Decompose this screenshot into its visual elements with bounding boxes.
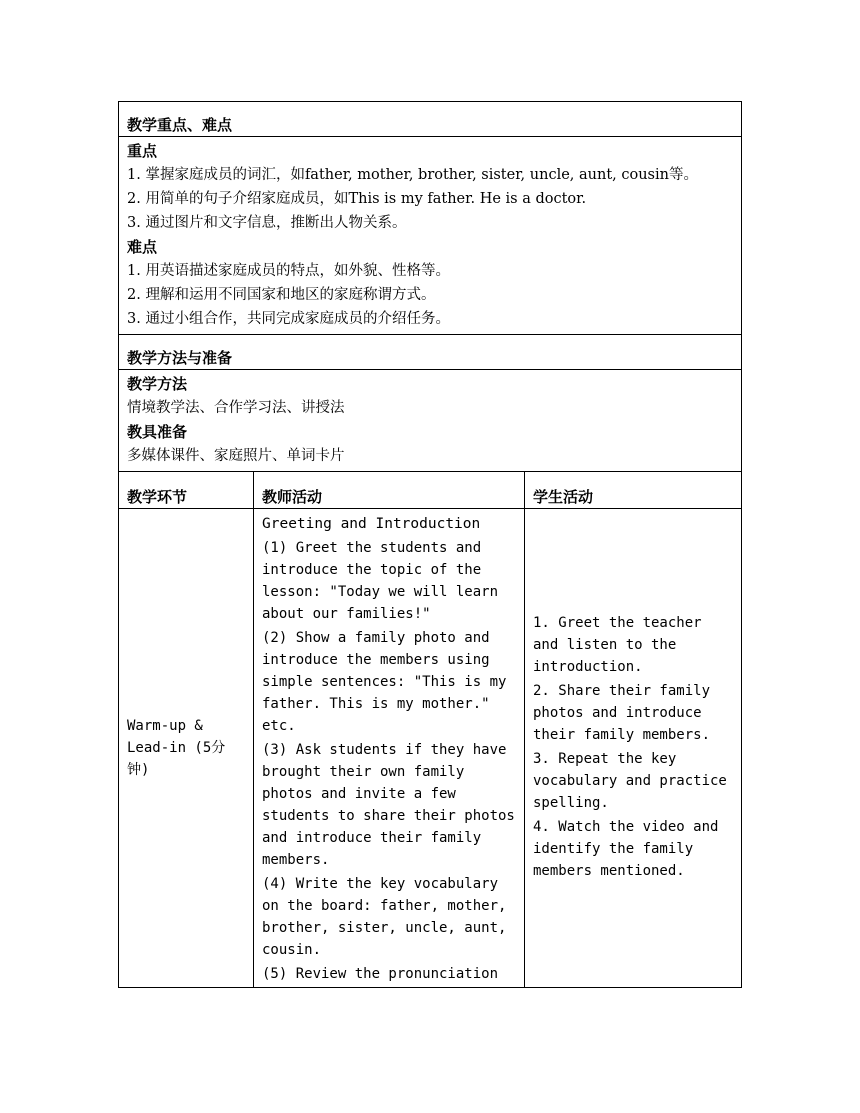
method-title: 教学方法 xyxy=(127,375,188,393)
teacher-activity-cell xyxy=(254,509,525,988)
key-points-title: 重点 xyxy=(127,142,158,160)
student-activity-item: 4. Watch the video and identify the family members mentioned. xyxy=(533,819,719,879)
key-points-header-row xyxy=(119,102,742,137)
methods-header-row xyxy=(119,335,742,370)
key-point-item: 3. 通过图片和文字信息，推断出人物关系。 xyxy=(127,215,407,231)
process-row-warmup xyxy=(119,509,742,988)
teacher-activity-item: (1) Greet the students and introduce the topic of the lesson: "Today we will learn about our families!" xyxy=(262,540,499,622)
lesson-plan-table xyxy=(118,101,742,988)
teacher-activity-item: (4) Write the key vocabulary on the board: father, mother, brother, sister, uncle, aunt, cousin. xyxy=(262,876,507,958)
stage-cell xyxy=(119,509,254,988)
teacher-activity-item: (3) Ask students if they have brought their own family photos and invite a few students to share their photos and introduce their family members. xyxy=(262,742,515,868)
column-header-teacher: 教师活动 xyxy=(254,472,525,509)
student-activity-item: 2. Share their family photos and introduce their family members. xyxy=(533,683,711,743)
stage-label: Warm-up & Lead-in (5分钟) xyxy=(127,718,226,778)
methods-row xyxy=(119,370,742,472)
student-activity-item: 1. Greet the teacher and listen to the introduction. xyxy=(533,615,702,675)
teacher-activity-item: (5) Review the pronunciation xyxy=(262,966,499,982)
teacher-activity-item: (2) Show a family photo and introduce the members using simple sentences: "This is my father. This is my mother." etc. xyxy=(262,630,507,734)
process-column-header-row xyxy=(119,472,742,509)
key-point-item: 1. 掌握家庭成员的词汇，如father, mother, brother, sister, uncle, aunt, cousin等。 xyxy=(127,167,698,183)
key-point-item: 2. 用简单的句子介绍家庭成员，如This is my father. He is a doctor. xyxy=(127,191,587,207)
teacher-activity-title: Greeting and Introduction xyxy=(262,516,481,532)
difficult-point-item: 3. 通过小组合作，共同完成家庭成员的介绍任务。 xyxy=(127,311,450,327)
key-points-heading: 教学重点、难点 xyxy=(119,102,742,137)
tools-title: 教具准备 xyxy=(127,423,188,441)
difficult-point-item: 1. 用英语描述家庭成员的特点，如外貌、性格等。 xyxy=(127,263,450,279)
difficult-point-item: 2. 理解和运用不同国家和地区的家庭称谓方式。 xyxy=(127,287,436,303)
column-header-student: 学生活动 xyxy=(525,472,742,509)
key-points-row xyxy=(119,137,742,335)
lesson-plan-page xyxy=(118,101,741,988)
methods-heading: 教学方法与准备 xyxy=(119,335,742,370)
method-text: 情境教学法、合作学习法、讲授法 xyxy=(127,400,345,416)
tools-text: 多媒体课件、家庭照片、单词卡片 xyxy=(127,448,345,464)
difficult-points-title: 难点 xyxy=(127,238,158,256)
student-activity-cell xyxy=(525,509,742,988)
column-header-stage: 教学环节 xyxy=(119,472,254,509)
student-activity-item: 3. Repeat the key vocabulary and practice spelling. xyxy=(533,751,727,811)
